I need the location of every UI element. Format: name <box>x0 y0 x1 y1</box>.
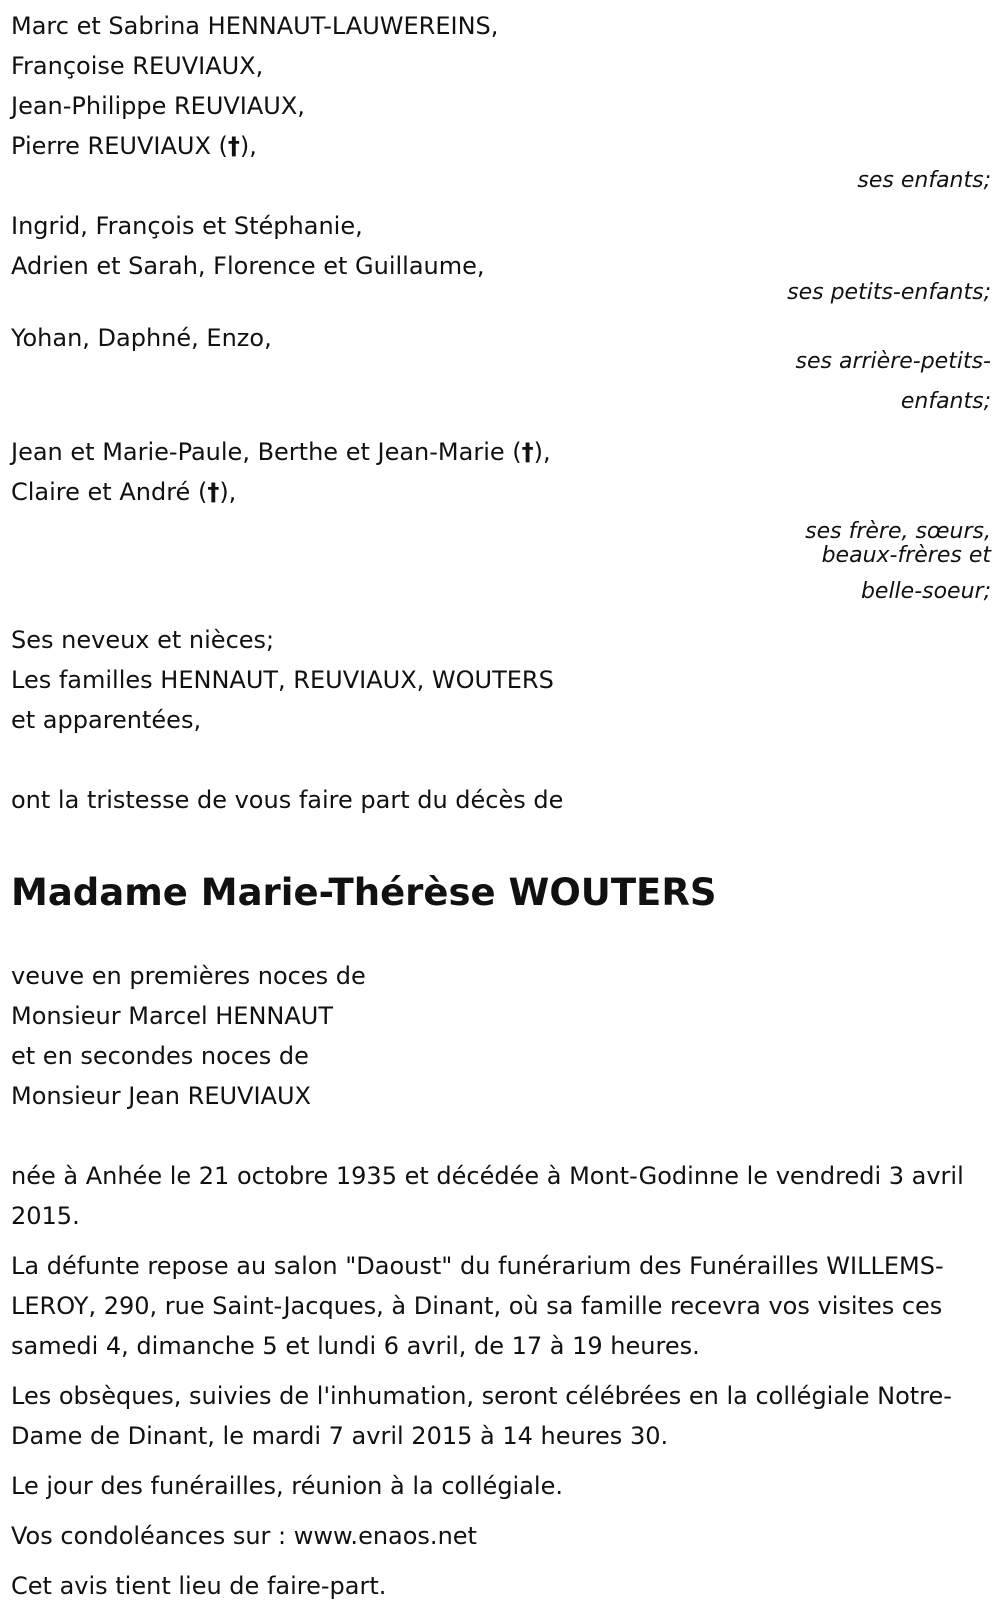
marital-section <box>11 956 991 1116</box>
role-siblings-line-1: ses frère, sœurs, <box>805 519 991 544</box>
marital-line-4: Monsieur Jean REUVIAUX <box>11 1082 311 1110</box>
children-section <box>11 6 991 196</box>
condolences-paragraph: Vos condoléances sur : www.enaos.net <box>11 1522 477 1550</box>
role-great-grandchildren-line-1: ses arrière-petits- <box>795 349 991 374</box>
sibling-line-2-prefix: Claire et André ( <box>11 478 208 506</box>
sibling-line-1-prefix: Jean et Marie-Paule, Berthe et Jean-Marie ( <box>11 438 522 466</box>
role-great-grandchildren-line-2: enfants; <box>900 389 991 414</box>
others-line-1: Ses neveux et nièces; <box>11 626 275 654</box>
child-line-3: Jean-Philippe REUVIAUX, <box>11 92 305 120</box>
role-siblings-line-2: beaux-frères et <box>821 543 991 568</box>
great-grandchildren-section <box>11 318 991 422</box>
siblings-section <box>11 432 991 612</box>
others-line-2: Les familles HENNAUT, REUVIAUX, WOUTERS <box>11 666 554 694</box>
role-children: ses enfants; <box>857 168 991 193</box>
sibling-line-1-suffix: ), <box>533 438 551 466</box>
gathering-paragraph: Le jour des funérailles, réunion à la collégiale. <box>11 1472 563 1500</box>
grandchild-line-1: Ingrid, François et Stéphanie, <box>11 212 363 240</box>
marital-line-2: Monsieur Marcel HENNAUT <box>11 1002 334 1030</box>
marital-line-1: veuve en premières noces de <box>11 962 366 990</box>
others-section <box>11 620 991 740</box>
child-line-4-prefix: Pierre REUVIAUX ( <box>11 132 228 160</box>
cross-icon: † <box>227 132 240 160</box>
role-siblings <box>11 520 991 568</box>
great-grandchild-line-1: Yohan, Daphné, Enzo, <box>11 324 272 352</box>
closing-paragraph: Cet avis tient lieu de faire-part. <box>11 1572 387 1600</box>
obituary-notice <box>11 6 991 1606</box>
visitation-paragraph: La défunte repose au salon "Daoust" du funérarium des Funérailles WILLEMS-LEROY, 290, rue Saint-Jacques, à Dinant, où sa famille recevra vos visites ces samedi 4, dimanche 5 et lundi 6 avril, de 17 à 19 heures. <box>11 1252 944 1360</box>
child-line-4 <box>11 126 991 166</box>
announcement: ont la tristesse de vous faire part du décès de <box>11 786 564 814</box>
birth-death-paragraph: née à Anhée le 21 octobre 1935 et décédée à Mont-Godinne le vendredi 3 avril 2015. <box>11 1162 964 1230</box>
grandchild-line-2: Adrien et Sarah, Florence et Guillaume, <box>11 252 485 280</box>
role-grandchildren: ses petits-enfants; <box>787 280 991 305</box>
sibling-line-2 <box>11 472 991 512</box>
sibling-line-2-suffix: ), <box>219 478 237 506</box>
grandchildren-section <box>11 206 991 308</box>
others-line-3: et apparentées, <box>11 706 202 734</box>
funeral-paragraph: Les obsèques, suivies de l'inhumation, seront célébrées en la collégiale Notre-Dame de Dinant, le mardi 7 avril 2015 à 14 heures 30. <box>11 1382 952 1450</box>
sibling-line-1 <box>11 432 991 472</box>
child-line-2: Françoise REUVIAUX, <box>11 52 264 80</box>
cross-icon: † <box>207 478 220 506</box>
role-siblings-line-3: belle-soeur; <box>860 579 991 604</box>
child-line-1: Marc et Sabrina HENNAUT-LAUWEREINS, <box>11 12 499 40</box>
cross-icon: † <box>521 438 534 466</box>
marital-line-3: et en secondes noces de <box>11 1042 309 1070</box>
details-section <box>11 1156 991 1606</box>
child-line-4-suffix: ), <box>239 132 257 160</box>
deceased-name: Madame Marie-Thérèse WOUTERS <box>11 871 717 914</box>
